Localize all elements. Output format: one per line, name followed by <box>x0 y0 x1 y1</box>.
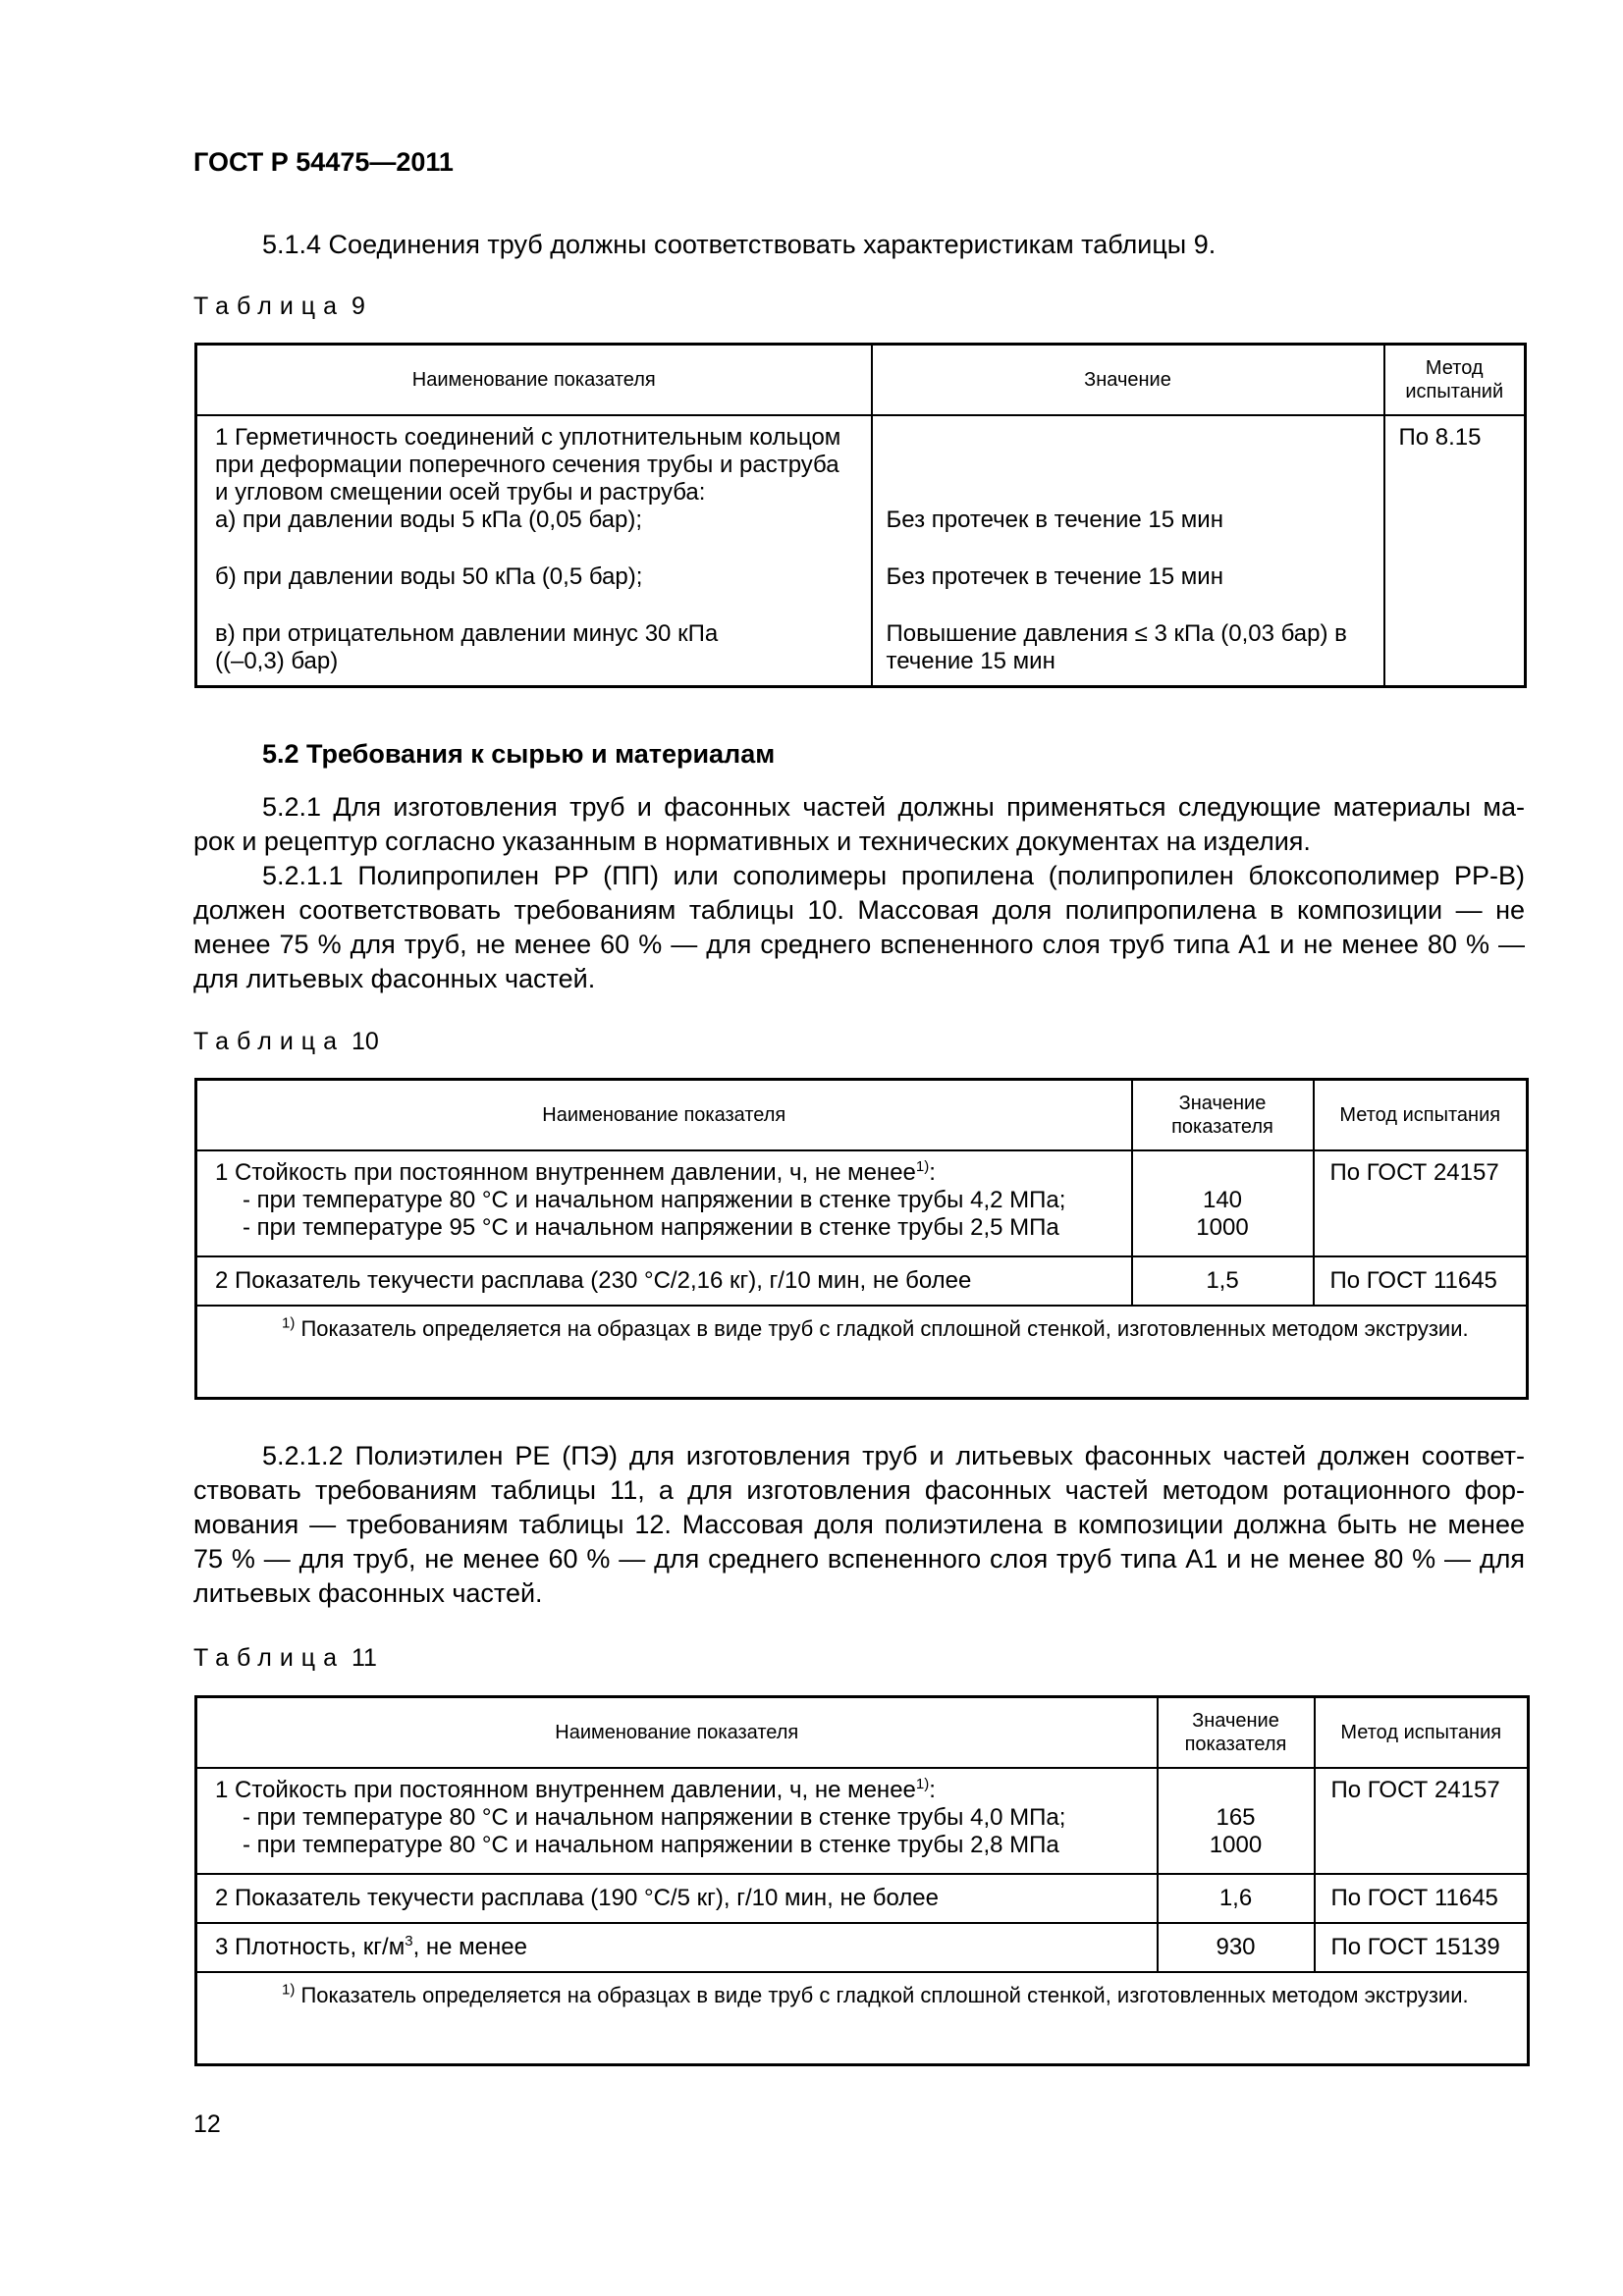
table-9 <box>194 343 1527 688</box>
table-10-row-2-method: По ГОСТ 11645 <box>1314 1256 1528 1306</box>
table-10-row-1-name <box>196 1150 1132 1256</box>
table-9-row-c-label-1: в) при отрицательном давлении минус 30 кПа <box>215 619 719 647</box>
table-11-header-value: Значение показателя <box>1158 1697 1315 1768</box>
paragraph-5-2-1-2-line-2: ствовать требованиям таблицы 11, а для изготовления фасонных частей методом ротационного фор- <box>193 1475 1525 1505</box>
table-10-footnote-mark: 1) <box>282 1314 296 1332</box>
table-9-intro-line-1: 1 Герметичность соединений с уплотнительным кольцом <box>215 423 841 451</box>
table-10-footnote <box>196 1306 1528 1399</box>
table-10-row-1-sub-1: - при температуре 80 °С и начальном напряжении в стенке трубы 4,2 МПа; <box>243 1186 1066 1213</box>
table-11-caption-number: 11 <box>351 1644 377 1672</box>
table-9-row-c-label-2: ((–0,3) бар) <box>215 647 339 674</box>
table-11-row-1-name <box>196 1768 1158 1874</box>
paragraph-5-2-1 <box>193 790 1525 859</box>
table-11-row-1-value-2: 1000 <box>1209 1831 1263 1858</box>
table-11-row-1-colon: : <box>929 1776 936 1803</box>
table-11-caption <box>193 1644 377 1673</box>
paragraph-5-2-1-2-line-3: мования — требованиям таблицы 12. Массовая доля полиэтилена в композиции должна быть не менее <box>193 1510 1525 1539</box>
paragraph-5-2-1-line-1: 5.2.1 Для изготовления труб и фасонных частей должны применяться следующие материалы ма- <box>262 792 1525 822</box>
table-11-caption-word: Таблица <box>193 1644 346 1672</box>
table-9-header-value: Значение <box>872 345 1384 415</box>
table-9-header-name: Наименование показателя <box>196 345 872 415</box>
table-11-footnote-mark: 1) <box>282 1981 296 1999</box>
paragraph-5-2-1-1-line-3: менее 75 % для труб, не менее 60 % — для среднего вспененного слоя труб типа А1 и не менее 80 % — <box>193 930 1525 959</box>
paragraph-5-2-1-1-line-2: должен соответствовать требованиям таблицы 10. Массовая доля полипропилена в композиции — не <box>193 895 1525 925</box>
paragraph-5-2-1-2-line-4: 75 % — для труб, не менее 60 % — для среднего вспененного слоя труб типа А1 и не менее 80 % — для <box>193 1544 1525 1574</box>
table-10-row-1-method: По ГОСТ 24157 <box>1314 1150 1528 1256</box>
paragraph-5-2-1-2-line-1: 5.2.1.2 Полиэтилен PE (ПЭ) для изготовления труб и литьевых фасонных частей должен соответ- <box>262 1441 1525 1470</box>
table-9-row-name-cell <box>196 415 872 687</box>
table-11-row-3-name <box>196 1923 1158 1972</box>
table-9-row-a-label: а) при давлении воды 5 кПа (0,05 бар); <box>215 506 642 533</box>
table-9-intro-line-2: при деформации поперечного сечения трубы и раструба <box>215 451 839 478</box>
table-9-row-c-value-2: течение 15 мин <box>886 647 1055 674</box>
table-9-intro-line-3: и угловом смещении осей трубы и раструба: <box>215 478 706 506</box>
table-10-caption-word: Таблица <box>193 1028 346 1055</box>
table-11-row-1-method: По ГОСТ 24157 <box>1315 1768 1529 1874</box>
table-9-row-c-value-1: Повышение давления ≤ 3 кПа (0,03 бар) в <box>886 619 1347 647</box>
paragraph-5-2-1-1 <box>193 859 1525 996</box>
table-10 <box>194 1078 1529 1400</box>
table-11-row-3-value: 930 <box>1158 1923 1315 1972</box>
page-number: 12 <box>193 2110 221 2138</box>
table-10-row-1-footnote-mark: 1) <box>915 1157 930 1175</box>
table-11-row-2-method: По ГОСТ 11645 <box>1315 1874 1529 1923</box>
table-10-caption <box>193 1028 379 1056</box>
table-9-caption <box>193 293 365 321</box>
paragraph-5-2-1-1-line-4: для литьевых фасонных частей. <box>193 964 596 993</box>
table-10-row-1-value-1: 140 <box>1202 1186 1243 1213</box>
table-10-row-1-sub-2: - при температуре 95 °С и начальном напряжении в стенке трубы 2,5 МПа <box>243 1213 1059 1241</box>
table-10-row-1-value-2: 1000 <box>1196 1213 1249 1241</box>
table-11-row-2-value: 1,6 <box>1158 1874 1315 1923</box>
paragraph-5-2-1-2 <box>193 1439 1525 1611</box>
table-11-row-1-sub-1: - при температуре 80 °С и начальном напряжении в стенке трубы 4,0 МПа; <box>243 1803 1066 1831</box>
table-11 <box>194 1695 1530 2066</box>
table-10-header-name: Наименование показателя <box>196 1080 1132 1150</box>
table-10-caption-number: 10 <box>351 1028 379 1055</box>
table-9-row-b-value: Без протечек в течение 15 мин <box>886 562 1223 590</box>
section-5-2-title: 5.2 Требования к сырью и материалам <box>262 739 776 769</box>
table-9-row-value-cell <box>872 415 1384 687</box>
document-header: ГОСТ Р 54475—2011 <box>193 147 454 177</box>
table-10-header-value: Значение показателя <box>1132 1080 1314 1150</box>
table-11-header-method: Метод испытания <box>1315 1697 1529 1768</box>
table-10-row-2-label: 2 Показатель текучести расплава (230 °С/2,16 кг), г/10 мин, не более <box>196 1256 1132 1306</box>
paragraph-5-2-1-2-line-5: литьевых фасонных частей. <box>193 1578 543 1608</box>
table-10-footnote-text: Показатель определяется на образцах в виде труб с гладкой сплошной стенкой, изготовленных методом экструзии. <box>295 1315 1469 1341</box>
paragraph-5-2-1-1-line-1: 5.2.1.1 Полипропилен PP (ПП) или сополимеры пропилена (полипропилен блоксополимер PP-B) <box>262 861 1525 890</box>
table-10-row-1-label: 1 Стойкость при постоянном внутреннем давлении, ч, не менее <box>215 1158 916 1186</box>
table-11-footnote <box>196 1972 1529 2065</box>
table-10-row-1-colon: : <box>929 1158 936 1186</box>
table-11-row-1-sub-2: - при температуре 80 °С и начальном напряжении в стенке трубы 2,8 МПа <box>243 1831 1059 1858</box>
table-10-header-method: Метод испытания <box>1314 1080 1528 1150</box>
table-11-row-1-footnote-mark: 1) <box>915 1775 930 1792</box>
table-9-row-a-value: Без протечек в течение 15 мин <box>886 506 1223 533</box>
table-9-row-b-label: б) при давлении воды 50 кПа (0,5 бар); <box>215 562 643 590</box>
table-11-row-2-label: 2 Показатель текучести расплава (190 °С/5 кг), г/10 мин, не более <box>196 1874 1158 1923</box>
table-11-row-3-label: 3 Плотность, кг/м <box>215 1933 406 1960</box>
table-11-row-3-label-end: , не менее <box>412 1933 527 1960</box>
table-11-row-1-label: 1 Стойкость при постоянном внутреннем давлении, ч, не менее <box>215 1776 916 1803</box>
table-10-row-1-values <box>1132 1150 1314 1256</box>
table-11-header-name: Наименование показателя <box>196 1697 1158 1768</box>
table-9-row-method: По 8.15 <box>1384 415 1526 687</box>
table-11-row-3-superscript: 3 <box>405 1932 413 1949</box>
paragraph-5-1-4: 5.1.4 Соединения труб должны соответствовать характеристикам таблицы 9. <box>262 230 1217 259</box>
table-10-row-2-value: 1,5 <box>1132 1256 1314 1306</box>
table-9-caption-number: 9 <box>351 293 365 320</box>
table-9-caption-word: Таблица <box>193 293 346 320</box>
table-11-footnote-text: Показатель определяется на образцах в виде труб с гладкой сплошной стенкой, изготовленных методом экструзии. <box>295 1982 1469 2007</box>
paragraph-5-2-1-line-2: рок и рецептур согласно указанным в нормативных и технических документах на изделия. <box>193 827 1311 856</box>
table-11-row-1-value-1: 165 <box>1216 1803 1256 1831</box>
table-11-row-3-method: По ГОСТ 15139 <box>1315 1923 1529 1972</box>
table-9-header-method: Метод испытаний <box>1384 345 1526 415</box>
table-11-row-1-values <box>1158 1768 1315 1874</box>
